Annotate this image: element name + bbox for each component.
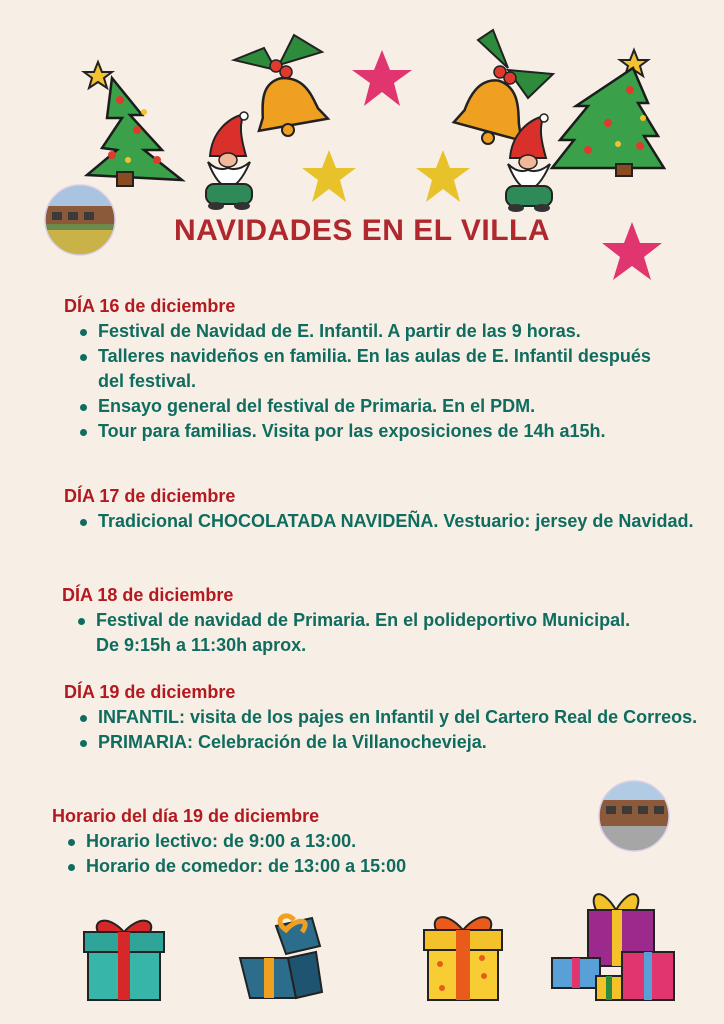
section-day-16 bbox=[64, 296, 704, 444]
gift-icon bbox=[78, 914, 170, 1004]
list-item: Tradicional CHOCOLATADA NAVIDEÑA. Vestuario: jersey de Navidad. bbox=[78, 509, 698, 534]
list-item: Horario de comedor: de 13:00 a 15:00 bbox=[66, 854, 592, 879]
star-icon bbox=[414, 148, 472, 204]
list-item: Horario lectivo: de 9:00 a 13:00. bbox=[66, 829, 592, 854]
list-item: Festival de navidad de Primaria. En el polideportivo Municipal. De 9:15h a 11:30h aprox. bbox=[76, 608, 636, 658]
section-day-18 bbox=[62, 585, 702, 658]
list-item: Ensayo general del festival de Primaria. En el PDM. bbox=[78, 394, 704, 419]
list-item: Talleres navideños en familia. En las aulas de E. Infantil después del festival. bbox=[78, 344, 658, 394]
section-schedule bbox=[52, 806, 592, 879]
christmas-tree-icon bbox=[82, 60, 202, 190]
school-photo bbox=[598, 780, 670, 852]
section-day-19 bbox=[64, 682, 704, 755]
section-day-17 bbox=[64, 486, 704, 534]
section-heading: DÍA 18 de diciembre bbox=[62, 585, 234, 605]
list-item: Festival de Navidad de E. Infantil. A partir de las 9 horas. bbox=[78, 319, 704, 344]
section-heading: DÍA 19 de diciembre bbox=[64, 682, 236, 702]
gift-icon bbox=[420, 906, 506, 1004]
gnome-icon bbox=[498, 114, 560, 212]
section-heading: Horario del día 19 de diciembre bbox=[52, 806, 320, 826]
section-heading: DÍA 17 de diciembre bbox=[64, 486, 236, 506]
list-item: Tour para familias. Visita por las exposiciones de 14h a15h. bbox=[78, 419, 704, 444]
list-item: INFANTIL: visita de los pajes en Infantil y del Cartero Real de Correos. bbox=[78, 705, 698, 730]
section-heading: DÍA 16 de diciembre bbox=[64, 296, 236, 316]
page-title: NAVIDADES EN EL VILLA bbox=[173, 214, 551, 247]
star-icon bbox=[300, 148, 358, 204]
bell-icon bbox=[224, 30, 334, 140]
christmas-tree-icon bbox=[548, 48, 668, 178]
gift-icon bbox=[548, 880, 680, 1004]
gift-icon bbox=[236, 916, 328, 1000]
list-item: PRIMARIA: Celebración de la Villanochevieja. bbox=[78, 730, 704, 755]
star-icon bbox=[350, 48, 414, 108]
